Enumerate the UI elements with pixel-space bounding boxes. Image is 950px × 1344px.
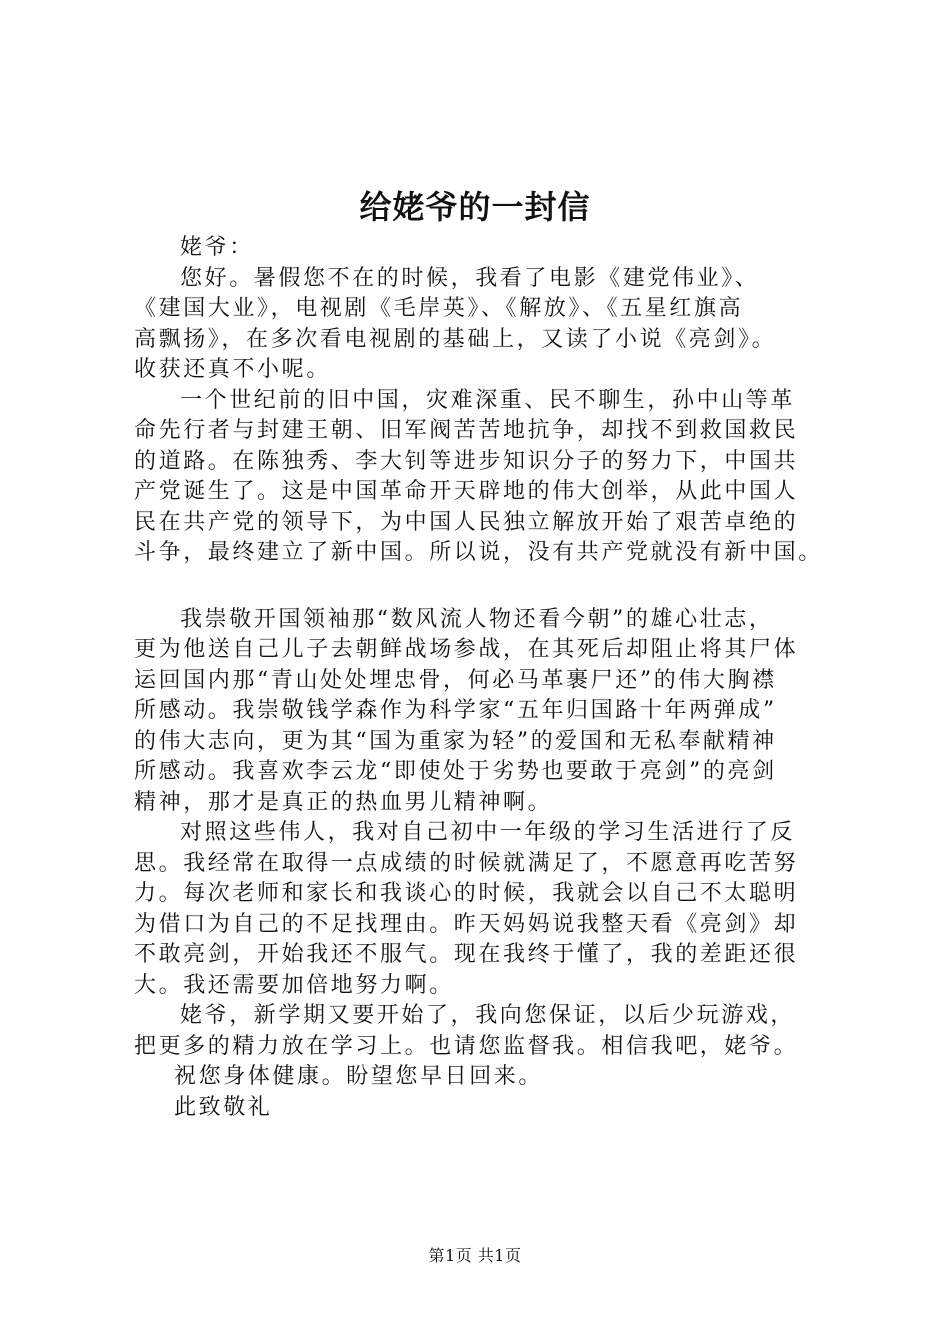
paragraph-1-line: 《建国大业》，电视剧《毛岸英》、《解放》、《五星红旗高: [134, 296, 744, 321]
paragraph-2-line: 一个世纪前的旧中国，灾难深重、民不聊生，孙中山等革: [180, 387, 796, 413]
closing-wish: 祝您身体健康。盼望您早日回来。: [174, 1064, 544, 1089]
paragraph-2-line: 的道路。在陈独秀、李大钊等进步知识分子的努力下，中国共: [134, 448, 799, 474]
paragraph-gap: [134, 569, 850, 605]
paragraph-3-line: 所感动。我喜欢李云龙“即使处于劣势也要敢于亮剑”的亮剑: [134, 759, 777, 784]
paragraph-4-line: 为借口为自己的不足找理由。昨天妈妈说我整天看《亮剑》却: [134, 911, 799, 937]
paragraph-3-line: 的伟大志向，更为其“国为重家为轻”的爱国和无私奉献精神: [134, 728, 777, 754]
paragraph-3-line: 精神，那才是真正的热血男儿精神啊。: [134, 789, 553, 815]
paragraph-3-line: 所感动。我崇敬钱学森作为科学家“五年归国路十年两弹成”: [134, 698, 777, 723]
paragraph-2-line: 命先行者与封建王朝、旧军阀苦苦地抗争，却找不到救国救民: [134, 418, 799, 443]
salutation: 姥爷：: [180, 235, 254, 260]
paragraph-5-line: 把更多的精力放在学习上。也请您监督我。相信我吧，姥爷。: [134, 1033, 799, 1059]
paragraph-4-line: 力。每次老师和家长和我谈心的时候，我就会以自己不太聪明: [134, 881, 799, 906]
page-footer: 第1页 共1页: [428, 1246, 522, 1265]
paragraph-2-line: 斗争，最终建立了新中国。所以说，没有共产党就没有新中国。: [134, 540, 823, 565]
paragraph-4-line: 对照这些伟人，我对自己初中一年级的学习生活进行了反: [180, 820, 796, 845]
page-title: 给姥爷的一封信: [359, 188, 591, 226]
paragraph-1-line: 收获还真不小呢。: [134, 357, 331, 382]
paragraph-2-line: 产党诞生了。这是中国革命开天辟地的伟大创举，从此中国人: [134, 479, 799, 504]
paragraph-3-line: 运回国内那“青山处处埋忠骨，何必马革裹尸还”的伟大胸襟: [134, 667, 777, 693]
closing-salute: 此致敬礼: [174, 1094, 273, 1120]
letter-body: [134, 233, 850, 1123]
paragraph-4-line: 大。我还需要加倍地努力啊。: [134, 972, 454, 998]
paragraph-2-line: 民在共产党的领导下，为中国人民独立解放开始了艰苦卓绝的: [134, 509, 799, 535]
paragraph-4-line: 不敢亮剑，开始我还不服气。现在我终于懂了，我的差距还很: [134, 942, 799, 967]
paragraph-3-line: 我崇敬开国领袖那“数风流人物还看今朝”的雄心壮志，: [180, 606, 774, 632]
paragraph-1-line: 高飘扬》，在多次看电视剧的基础上，又读了小说《亮剑》。: [134, 326, 777, 352]
paragraph-4-line: 思。我经常在取得一点成绩的时候就满足了，不愿意再吃苦努: [134, 850, 799, 876]
paragraph-1-line: 您好。暑假您不在的时候，我看了电影《建党伟业》、: [180, 265, 760, 291]
paragraph-5-line: 姥爷，新学期又要开始了，我向您保证，以后少玩游戏，: [180, 1003, 796, 1028]
paragraph-3-line: 更为他送自己儿子去朝鲜战场参战，在其死后却阻止将其尸体: [134, 637, 799, 662]
